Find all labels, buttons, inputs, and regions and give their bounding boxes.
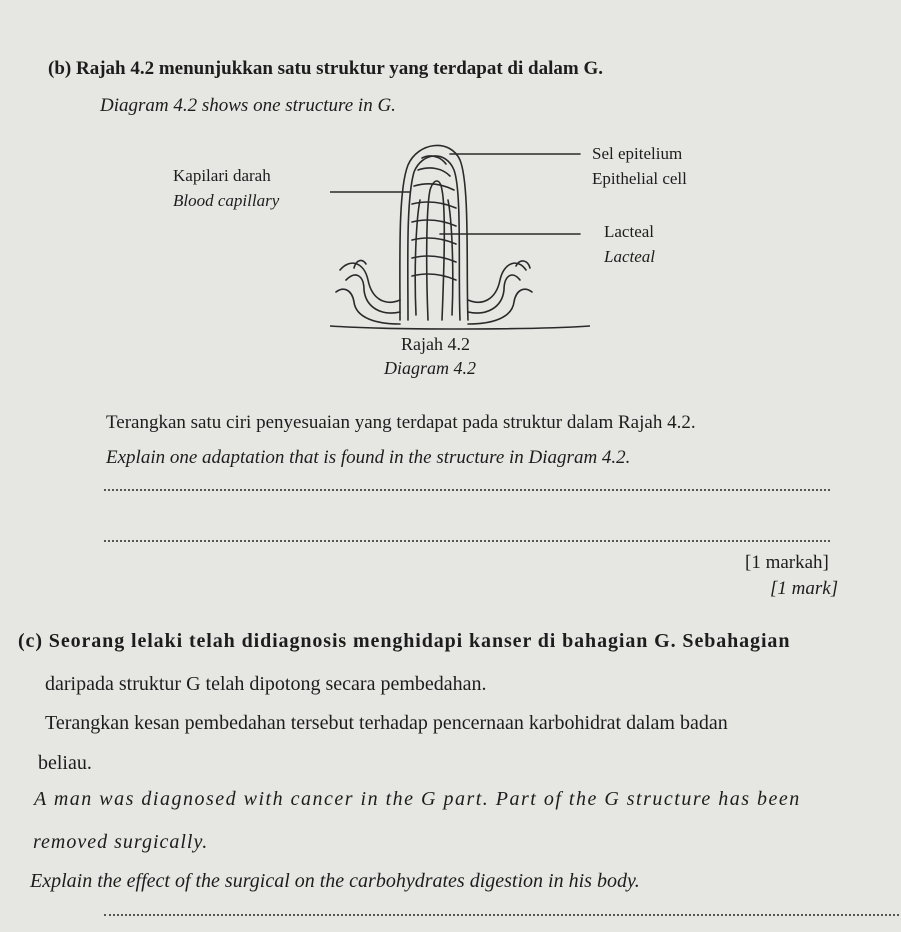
label-blood-capillary-ms: Kapilari darah [173,166,271,185]
blood-capillary-right [448,200,453,315]
question-c-line1-ms: (c) Seorang lelaki telah didiagnosis menghidapi kanser di bahagian G. Sebahagian [18,630,791,652]
answer-line-2[interactable] [104,540,830,542]
villus-outer-wall [400,145,468,320]
label-lacteal-en: Lacteal [604,247,655,266]
answer-line-1[interactable] [104,489,830,491]
question-b-text-en: Explain one adaptation that is found in the structure in Diagram 4.2. [106,447,631,468]
question-c-line3-ms: Terangkan kesan pembedahan tersebut terhadap pencernaan karbohidrat dalam badan [45,712,728,734]
question-c-line1-en: A man was diagnosed with cancer in the G part. Part of the G structure has been [34,788,801,810]
villus-diagram [330,130,590,330]
question-c-line2-en: removed surgically. [33,831,209,853]
question-b-heading-ms: (b) Rajah 4.2 menunjukkan satu struktur yang terdapat di dalam G. [48,58,603,79]
question-b-text-ms: Terangkan satu ciri penyesuaian yang terdapat pada struktur dalam Rajah 4.2. [106,412,696,433]
question-c-line4-ms: beliau. [38,752,92,774]
question-c-line2-ms: daripada struktur G telah dipotong secara pembedahan. [45,673,487,695]
question-b-heading-en: Diagram 4.2 shows one structure in G. [100,95,396,116]
label-epithelial-cell-en: Epithelial cell [592,169,687,188]
label-epithelial-cell-ms: Sel epitelium [592,144,683,163]
label-lacteal-ms: Lacteal [604,222,655,241]
answer-line-c[interactable] [104,914,899,916]
diagram-caption-ms: Rajah 4.2 [401,334,470,354]
marks-label-ms: [1 markah] [745,552,829,573]
label-blood-capillary-en: Blood capillary [173,191,280,210]
question-c-text-en: Explain the effect of the surgical on the carbohydrates digestion in his body. [30,870,640,892]
diagram-caption-en: Diagram 4.2 [384,358,477,378]
marks-label-en: [1 mark] [770,578,839,599]
